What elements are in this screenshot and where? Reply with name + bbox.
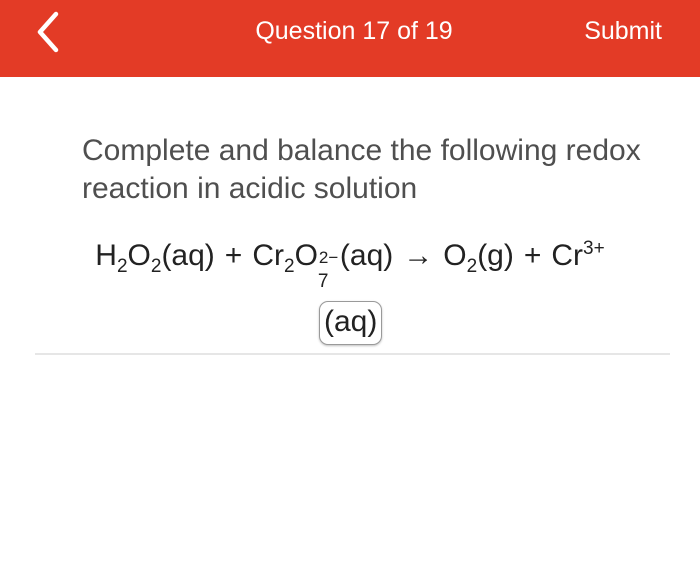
question-counter: Question 17 of 19 — [255, 17, 453, 45]
eq-plus: + — [523, 239, 542, 272]
reaction-equation — [0, 236, 700, 292]
divider — [35, 353, 670, 355]
eq-state: (aq) — [161, 239, 215, 272]
eq-sub: 2 — [283, 256, 295, 277]
eq-state: (aq) — [339, 239, 394, 272]
eq-sub: 2 — [466, 256, 478, 277]
eq-o: O — [294, 239, 318, 272]
eq-plus: + — [224, 239, 243, 272]
submit-button[interactable]: Submit — [584, 17, 662, 45]
eq-state: (g) — [477, 239, 514, 272]
eq-arrow: → — [403, 239, 434, 272]
top-bar — [0, 0, 700, 77]
eq-o: O — [127, 239, 151, 272]
eq-cr: Cr — [551, 239, 584, 272]
eq-sub: 7 — [317, 271, 329, 292]
eq-charge: 3+ — [583, 238, 605, 259]
eq-o: O — [443, 239, 467, 272]
eq-sub: 2 — [150, 256, 162, 277]
question-prompt: Complete and balance the following redox reaction in acidic solution — [82, 134, 641, 205]
eq-cr: Cr — [252, 239, 284, 272]
state-aq-box[interactable]: (aq) — [319, 301, 382, 345]
eq-charge: 2− — [318, 248, 339, 267]
eq-h: H — [95, 239, 117, 272]
eq-sub: 2 — [116, 256, 128, 277]
